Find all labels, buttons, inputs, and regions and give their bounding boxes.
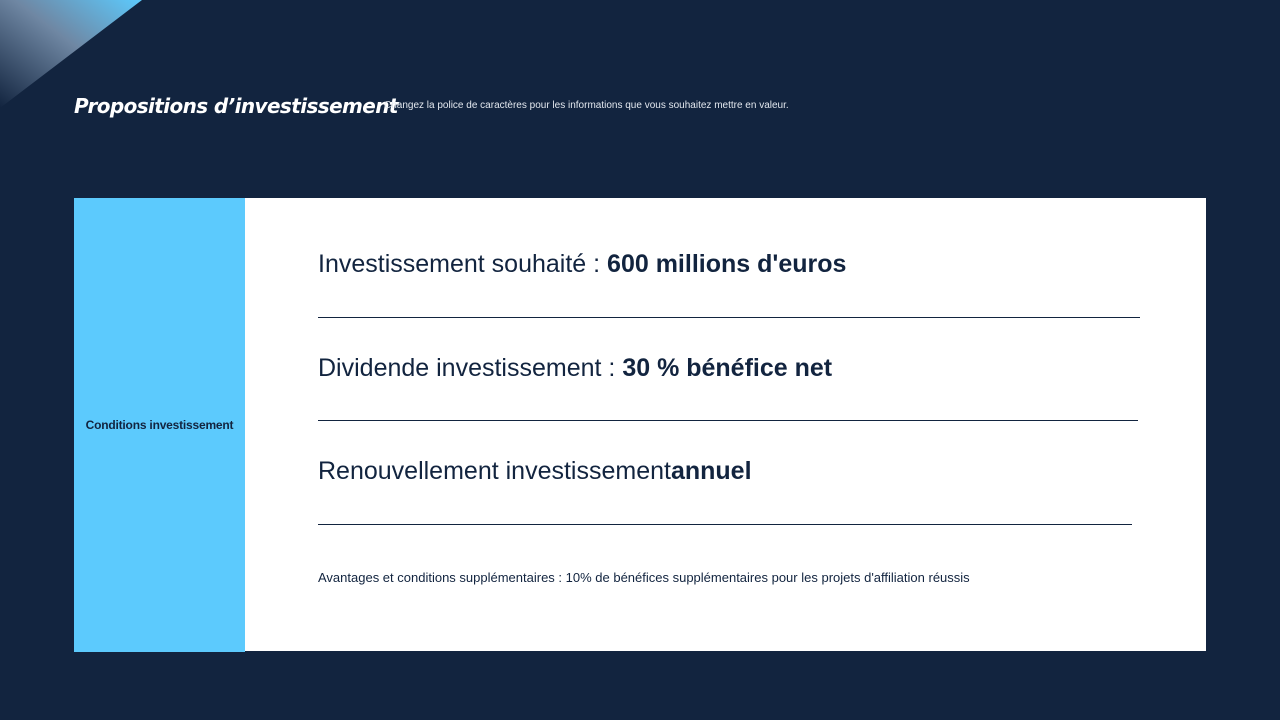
desired-investment-label: Investissement souhaité :: [318, 250, 608, 278]
dividend-row: [318, 354, 832, 383]
page-subtitle: Changez la police de caractères pour les informations que vous souhaitez mettre en valeur.: [384, 100, 789, 111]
corner-decoration: [0, 0, 142, 108]
renewal-value: annuel: [670, 457, 752, 485]
renewal-row: [318, 457, 752, 486]
additional-conditions-note: Avantages et conditions supplémentaires : 10% de bénéfices supplémentaires pour les projets d'affiliation réussis: [318, 570, 970, 585]
divider: [318, 317, 1140, 318]
page-title: Propositions d’investissement: [74, 94, 398, 118]
terms-panel: [245, 198, 1206, 651]
desired-investment-row: [318, 250, 846, 279]
dividend-value: 30 % bénéfice net: [622, 354, 833, 382]
divider: [318, 420, 1138, 421]
dividend-label: Dividende investissement :: [318, 354, 623, 382]
conditions-label: Conditions investissement: [85, 418, 234, 432]
divider: [318, 524, 1132, 525]
desired-investment-value: 600 millions d'euros: [607, 250, 847, 278]
renewal-label: Renouvellement investissement: [318, 457, 671, 485]
conditions-side-panel: [74, 198, 245, 652]
